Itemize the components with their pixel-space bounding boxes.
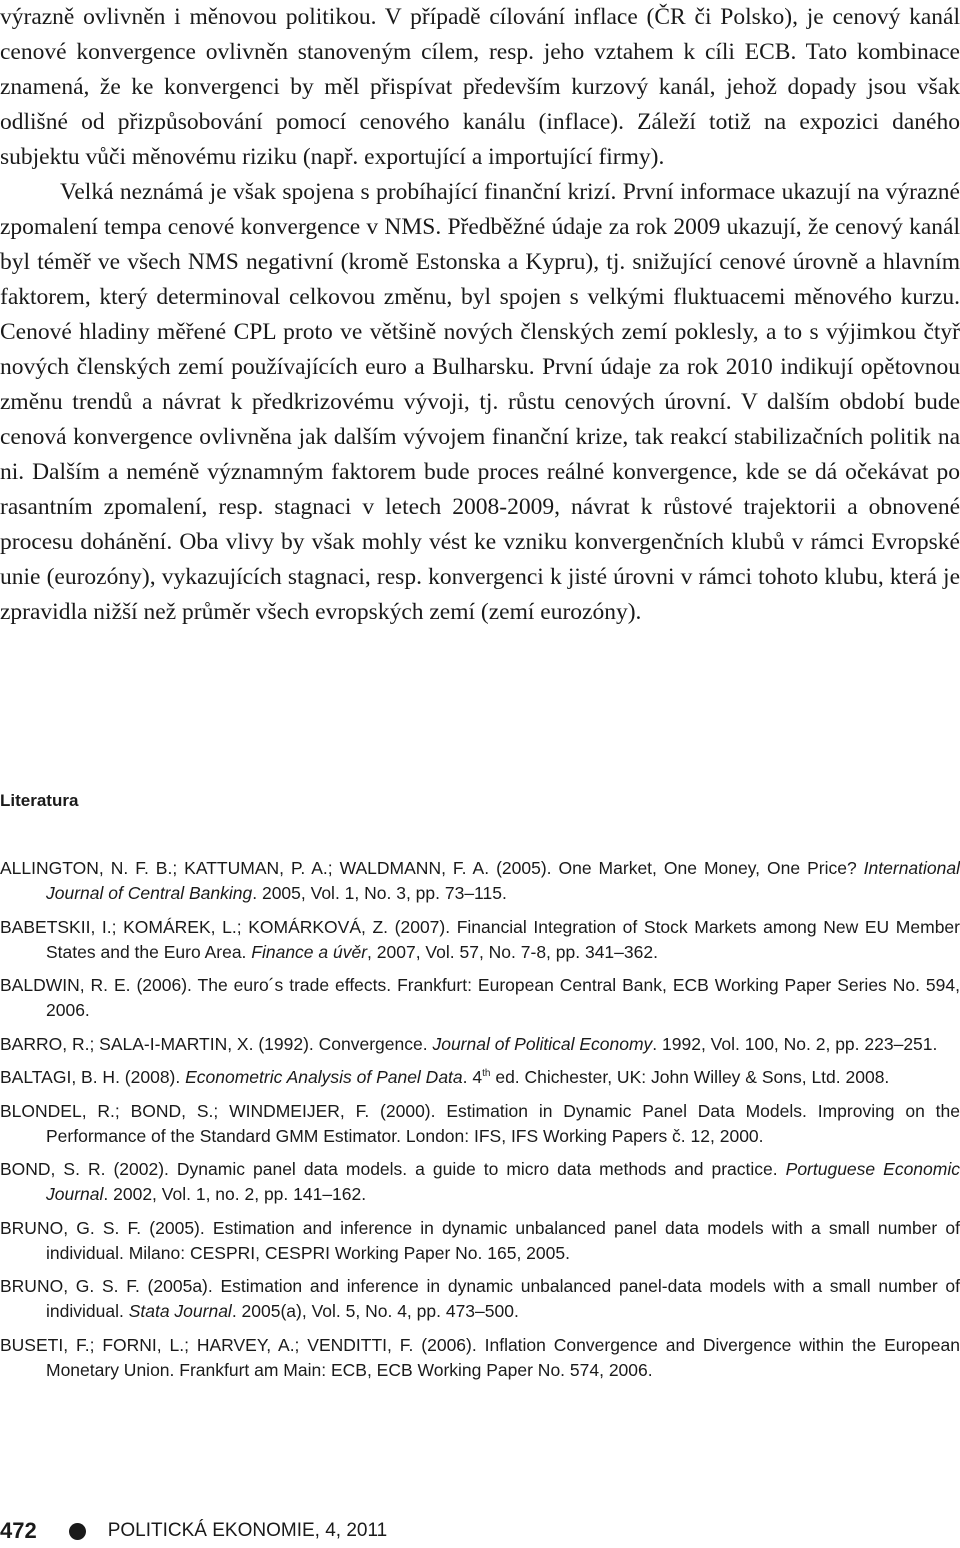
reference-item: ALLINGTON, N. F. B.; KATTUMAN, P. A.; WALDMANN, F. A. (2005). One Market, One Money, One Price? International Journal of Central Banking. 2005, Vol. 1, No. 3, pp. 73–115.: [0, 858, 960, 903]
reference-item: BABETSKII, I.; KOMÁREK, L.; KOMÁRKOVÁ, Z. (2007). Financial Integration of Stock Markets among New EU Member States and the Euro Area. Finance a úvěr, 2007, Vol. 57, No. 7-8, pp. 341–362.: [0, 916, 960, 962]
literature-heading: Literatura: [0, 791, 79, 810]
body-text: [0, 0, 960, 630]
reference-item: BRUNO, G. S. F. (2005a). Estimation and inference in dynamic unbalanced panel-data models with a small number of individual. Stata Journal. 2005(a), Vol. 5, No. 4, pp. 473–500.: [0, 1276, 960, 1321]
paragraph: Velká neznámá je však spojena s probíhající finanční krizí. První informace ukazují na výrazné zpomalení tempa cenové konvergence v NMS. Předběžné údaje za rok 2009 ukazují, že cenový kanál byl téměř ve všech NMS negativní (kromě Estonska a Kypru), tj. snižující cenové úrovně a hlavním faktorem, který determinoval celkovou změnu, byl spojen s velkými fluktuacemi měnového kurzu. Cenové hladiny měřené CPL proto ve většině nových členských zemí poklesly, a to s výjimkou čtyř nových členských zemí používajících euro a Bulharsku. První údaje za rok 2010 indikují opětovnou změnu trendů a návrat k předkrizovému vývoji, tj. růstu cenových úrovní. V dalším období bude cenová konvergence ovlivněna jak dalším vývojem finanční krize, tak reakcí stabilizačních politik na ni. Dalším a neméně významným faktorem bude proces reálné konvergence, kde se dá očekávat po rasantním zpomalení, resp. stagnaci v letech 2008-2009, návrat k růstové trajektorii a obnovené procesu dohánění. Oba vlivy by však mohly vést ke vzniku konvergenčních klubů v rámci Evropské unie (eurozóny), vykazujících stagnaci, resp. konvergenci k jisté úrovni v rámci tohoto klubu, která je zpravidla nižší než průměr všech evropských zemí (zemí eurozóny).: [0, 179, 960, 625]
journal-name: POLITICKÁ EKONOMIE, 4, 2011: [107, 1520, 388, 1541]
reference-item: BARRO, R.; SALA-I-MARTIN, X. (1992). Convergence. Journal of Political Economy. 1992, Vol. 100, No. 2, pp. 223–251.: [0, 1033, 938, 1054]
bullet-icon: [69, 1523, 86, 1540]
reference-item: BALDWIN, R. E. (2006). The euro´s trade effects. Frankfurt: European Central Bank, ECB Working Paper Series No. 594, 2006.: [0, 975, 960, 1020]
page-footer: [0, 1514, 387, 1548]
page-number: 472: [0, 1518, 37, 1543]
reference-item: BUSETI, F.; FORNI, L.; HARVEY, A.; VENDITTI, F. (2006). Inflation Convergence and Divergence within the European Monetary Union. Frankfurt am Main: ECB, ECB Working Paper No. 574, 2006.: [0, 1334, 960, 1380]
reference-list: [0, 856, 960, 1391]
reference-item: BALTAGI, B. H. (2008). Econometric Analysis of Panel Data. 4th ed. Chichester, UK: John Willey & Sons, Ltd. 2008.: [0, 1067, 890, 1087]
paragraph: výrazně ovlivněn i měnovou politikou. V případě cílování inflace (ČR či Polsko), je cenový kanál cenové konvergence ovlivněn stanoveným cílem, resp. jeho vztahem k cíli ECB. Tato kombinace znamená, že ke konvergenci by měl přispívat především kurzový kanál, jehož dopady jsou však odlišné od přizpůsobování pomocí cenového kanálu (inflace). Záleží totiž na expozici daného subjektu vůči měnovému riziku (např. exportující a importující firmy).: [0, 4, 960, 170]
reference-item: BOND, S. R. (2002). Dynamic panel data models. a guide to micro data methods and practice. Portuguese Economic Journal. 2002, Vol. 1, no. 2, pp. 141–162.: [0, 1159, 960, 1204]
reference-item: BRUNO, G. S. F. (2005). Estimation and inference in dynamic unbalanced panel data models with a small number of individual. Milano: CESPRI, CESPRI Working Paper No. 165, 2005.: [0, 1217, 960, 1263]
reference-item: BLONDEL, R.; BOND, S.; WINDMEIJER, F. (2000). Estimation in Dynamic Panel Data Models. Improving on the Performance of the Standard GMM Estimator. London: IFS, IFS Working Papers č. 12, 2000.: [0, 1100, 960, 1146]
